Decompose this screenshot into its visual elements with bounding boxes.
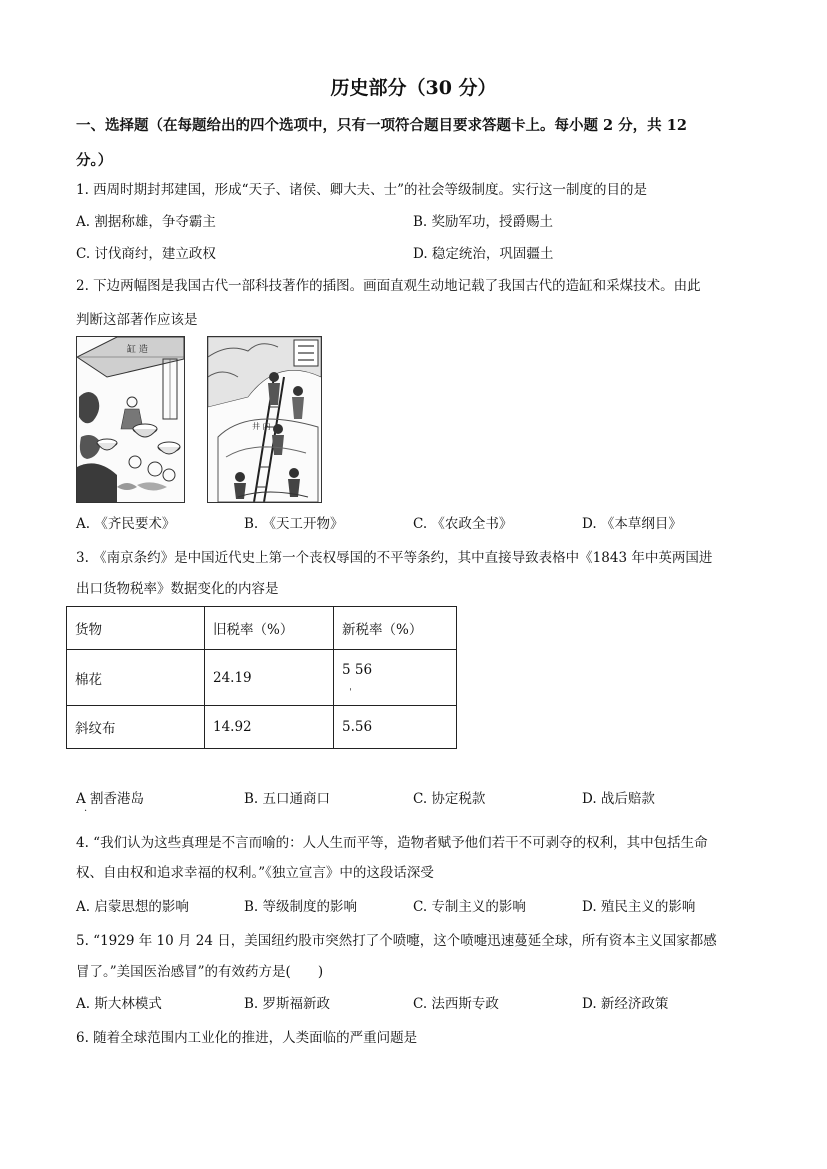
q5-option-b: B. 罗斯福新政 xyxy=(244,996,331,1012)
table-cell: 斜纹布 xyxy=(67,706,205,749)
question-4-stem-line2: 权、自由权和追求幸福的权利。”《独立宣言》中的这段话深受 xyxy=(76,865,434,881)
q3-option-d: D. 战后赔款 xyxy=(582,791,655,807)
table-cell: 14.92 xyxy=(205,706,334,749)
stray-mark: · xyxy=(84,806,88,817)
mining-illustration-caption: 井 内 xyxy=(252,422,271,431)
stray-mark: ˌ xyxy=(349,681,352,692)
q3-option-c: C. 协定税款 xyxy=(413,791,486,807)
q1-option-d: D. 稳定统治，巩固疆土 xyxy=(413,246,554,262)
q5-option-c: C. 法西斯专政 xyxy=(413,996,499,1012)
question-2-stem-line2: 判断这部著作应该是 xyxy=(76,312,198,328)
table-cell: 24.19 xyxy=(205,650,334,706)
q2-option-a: A. 《齐民要术》 xyxy=(76,516,176,532)
q1-option-c: C. 讨伐商纣，建立政权 xyxy=(76,246,216,262)
table-row xyxy=(67,706,457,749)
question-3-stem-line2: 出口货物税率》数据变化的内容是 xyxy=(76,581,279,597)
question-6-stem: 6. 随着全球范围内工业化的推进，人类面临的严重问题是 xyxy=(76,1030,418,1046)
question-1-stem: 1. 西周时期封邦建国，形成“天子、诸侯、卿大夫、士”的社会等级制度。实行这一制度的目的是 xyxy=(76,182,647,198)
question-2-stem-line1: 2. 下边两幅图是我国古代一部科技著作的插图。画面直观生动地记载了我国古代的造缸和采煤技术。由此 xyxy=(76,278,701,294)
page-title: 历史部分（30 分） xyxy=(330,77,497,99)
q4-option-c: C. 专制主义的影响 xyxy=(413,899,526,915)
q2-option-b: B. 《天工开物》 xyxy=(244,516,344,532)
section-heading-line1: 一、选择题（在每题给出的四个选项中，只有一项符合题目要求答题卡上。每小题 2 分，共 12 xyxy=(76,117,687,134)
q2-option-c: C. 《农政全书》 xyxy=(413,516,513,532)
table-cell: 棉花 xyxy=(67,650,205,706)
vat-illustration-caption: 缸 造 xyxy=(127,345,148,355)
q4-option-a: A. 启蒙思想的影响 xyxy=(76,899,189,915)
q3-option-b: B. 五口通商口 xyxy=(244,791,331,807)
question-5-stem-line1: 5. “1929 年 10 月 24 日，美国纽约股市突然打了个喷嚏，这个喷嚏迅速蔓延全球，所有资本主义国家都感 xyxy=(76,933,717,949)
q5-option-d: D. 新经济政策 xyxy=(582,996,669,1012)
q4-option-d: D. 殖民主义的影响 xyxy=(582,899,696,915)
table-header-cell: 旧税率（%） xyxy=(205,607,334,650)
table-header-row xyxy=(67,607,457,650)
question-4-stem-line1: 4. “我们认为这些真理是不言而喻的：人人生而平等，造物者赋予他们若干不可剥夺的权利，其中包括生命 xyxy=(76,835,708,851)
section-heading-line2: 分。） xyxy=(76,152,113,169)
q1-option-a: A. 割据称雄，争夺霸主 xyxy=(76,214,216,230)
question-3-stem-line1: 3. 《南京条约》是中国近代史上第一个丧权辱国的不平等条约，其中直接导致表格中《1843 年中英两国进 xyxy=(76,550,713,566)
table-row xyxy=(67,650,457,706)
table-cell: 5 56 xyxy=(334,650,457,706)
q3-option-a: A 割香港岛 xyxy=(76,791,145,807)
table-header-cell: 新税率（%） xyxy=(334,607,457,650)
vat-making-illustration xyxy=(76,336,185,503)
table-cell: 5.56 xyxy=(334,706,457,749)
coal-mining-illustration xyxy=(207,336,322,503)
q2-option-d: D. 《本草纲目》 xyxy=(582,516,682,532)
q5-option-a: A. 斯大林模式 xyxy=(76,996,162,1012)
q1-option-b: B. 奖励军功，授爵赐土 xyxy=(413,214,554,230)
q4-option-b: B. 等级制度的影响 xyxy=(244,899,358,915)
question-5-stem-line2: 冒了。”美国医治感冒”的有效药方是( ) xyxy=(76,964,324,980)
tariff-table xyxy=(66,606,457,749)
table-header-cell: 货物 xyxy=(67,607,205,650)
